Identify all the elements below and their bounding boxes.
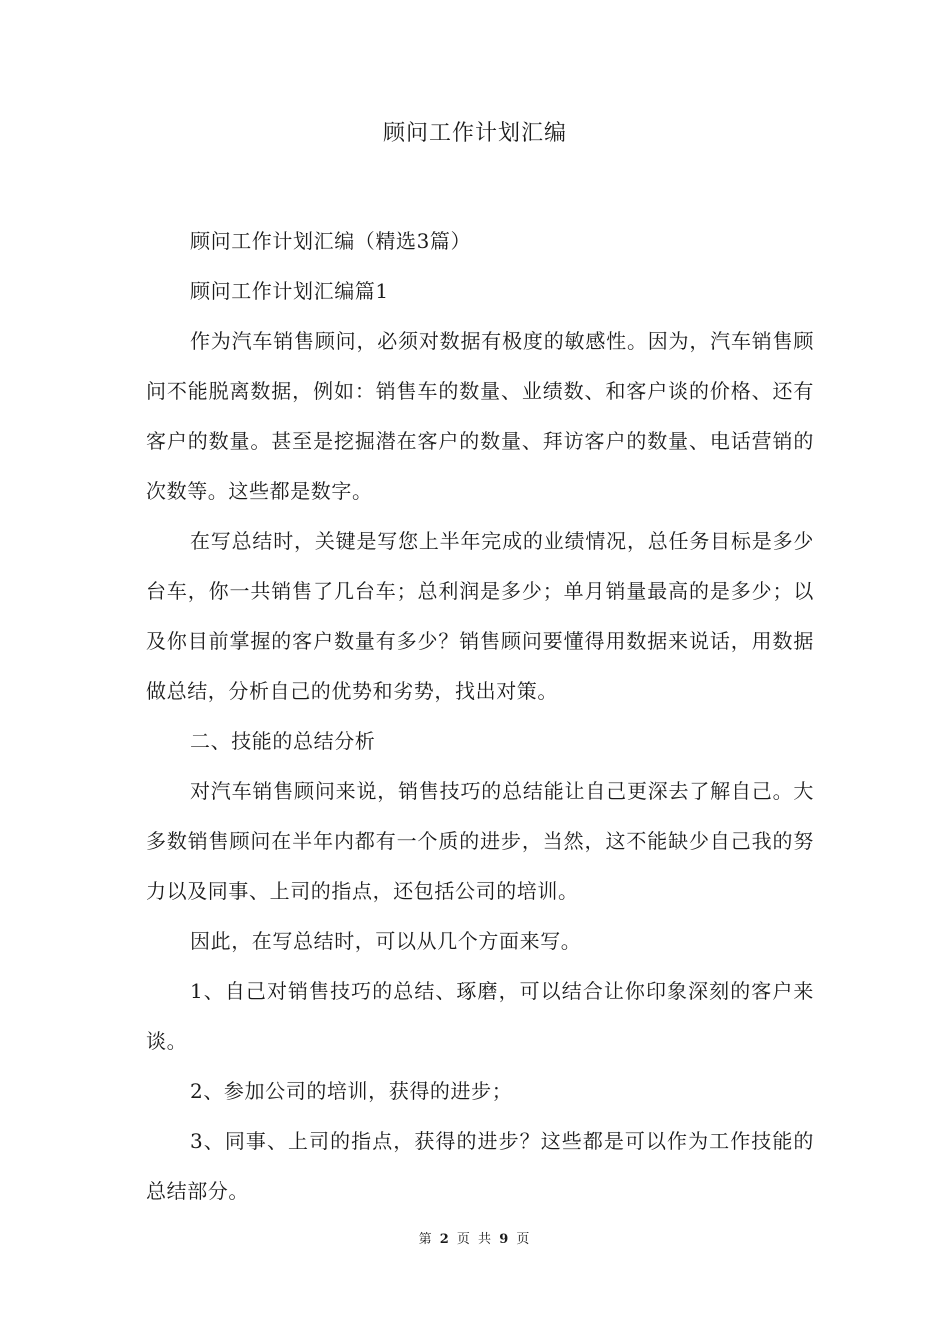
list-item: 2、参加公司的培训，获得的进步； <box>190 1079 513 1103</box>
paragraph-heading: 二、技能的总结分析 <box>190 729 376 753</box>
paragraph: 对汽车销售顾问来说，销售技巧的总结能让自己更深去了解自己。大多数销售顾问在半年内都有一个质的进步，当然，这不能缺少自己我的努力以及同事、上司的指点，还包括公司的培训。 <box>146 779 814 903</box>
paragraph-section-heading: 顾问工作计划汇编篇1 <box>190 279 389 303</box>
paragraph: 作为汽车销售顾问，必须对数据有极度的敏感性。因为，汽车销售顾问不能脱离数据，例如：销售车的数量、业绩数、和客户谈的价格、还有客户的数量。甚至是挖掘潜在客户的数量、拜访客户的数量、电话营销的次数等。这些都是数字。 <box>146 329 814 503</box>
paragraph-subtitle: 顾问工作计划汇编（精选3篇） <box>190 229 472 253</box>
total-pages-number: 9 <box>499 1232 511 1247</box>
footer-middle: 页 共 <box>456 1232 494 1247</box>
page-footer <box>0 1230 950 1250</box>
list-item: 1、自己对销售技巧的总结、琢磨，可以结合让你印象深刻的客户来谈。 <box>146 979 814 1053</box>
document-body <box>146 216 814 1216</box>
document-title: 顾问工作计划汇编 <box>382 121 567 146</box>
footer-suffix: 页 <box>516 1232 532 1247</box>
list-item: 3、同事、上司的指点，获得的进步？这些都是可以作为工作技能的总结部分。 <box>146 1129 814 1203</box>
paragraph: 在写总结时，关键是写您上半年完成的业绩情况，总任务目标是多少台车，你一共销售了几台车；总利润是多少；单月销量最高的是多少；以及你目前掌握的客户数量有多少？销售顾问要懂得用数据来说话，用数据做总结，分析自己的优势和劣势，找出对策。 <box>146 529 814 703</box>
paragraph: 因此，在写总结时，可以从几个方面来写。 <box>190 929 582 953</box>
current-page-number: 2 <box>439 1232 451 1247</box>
footer-prefix: 第 <box>418 1232 434 1247</box>
